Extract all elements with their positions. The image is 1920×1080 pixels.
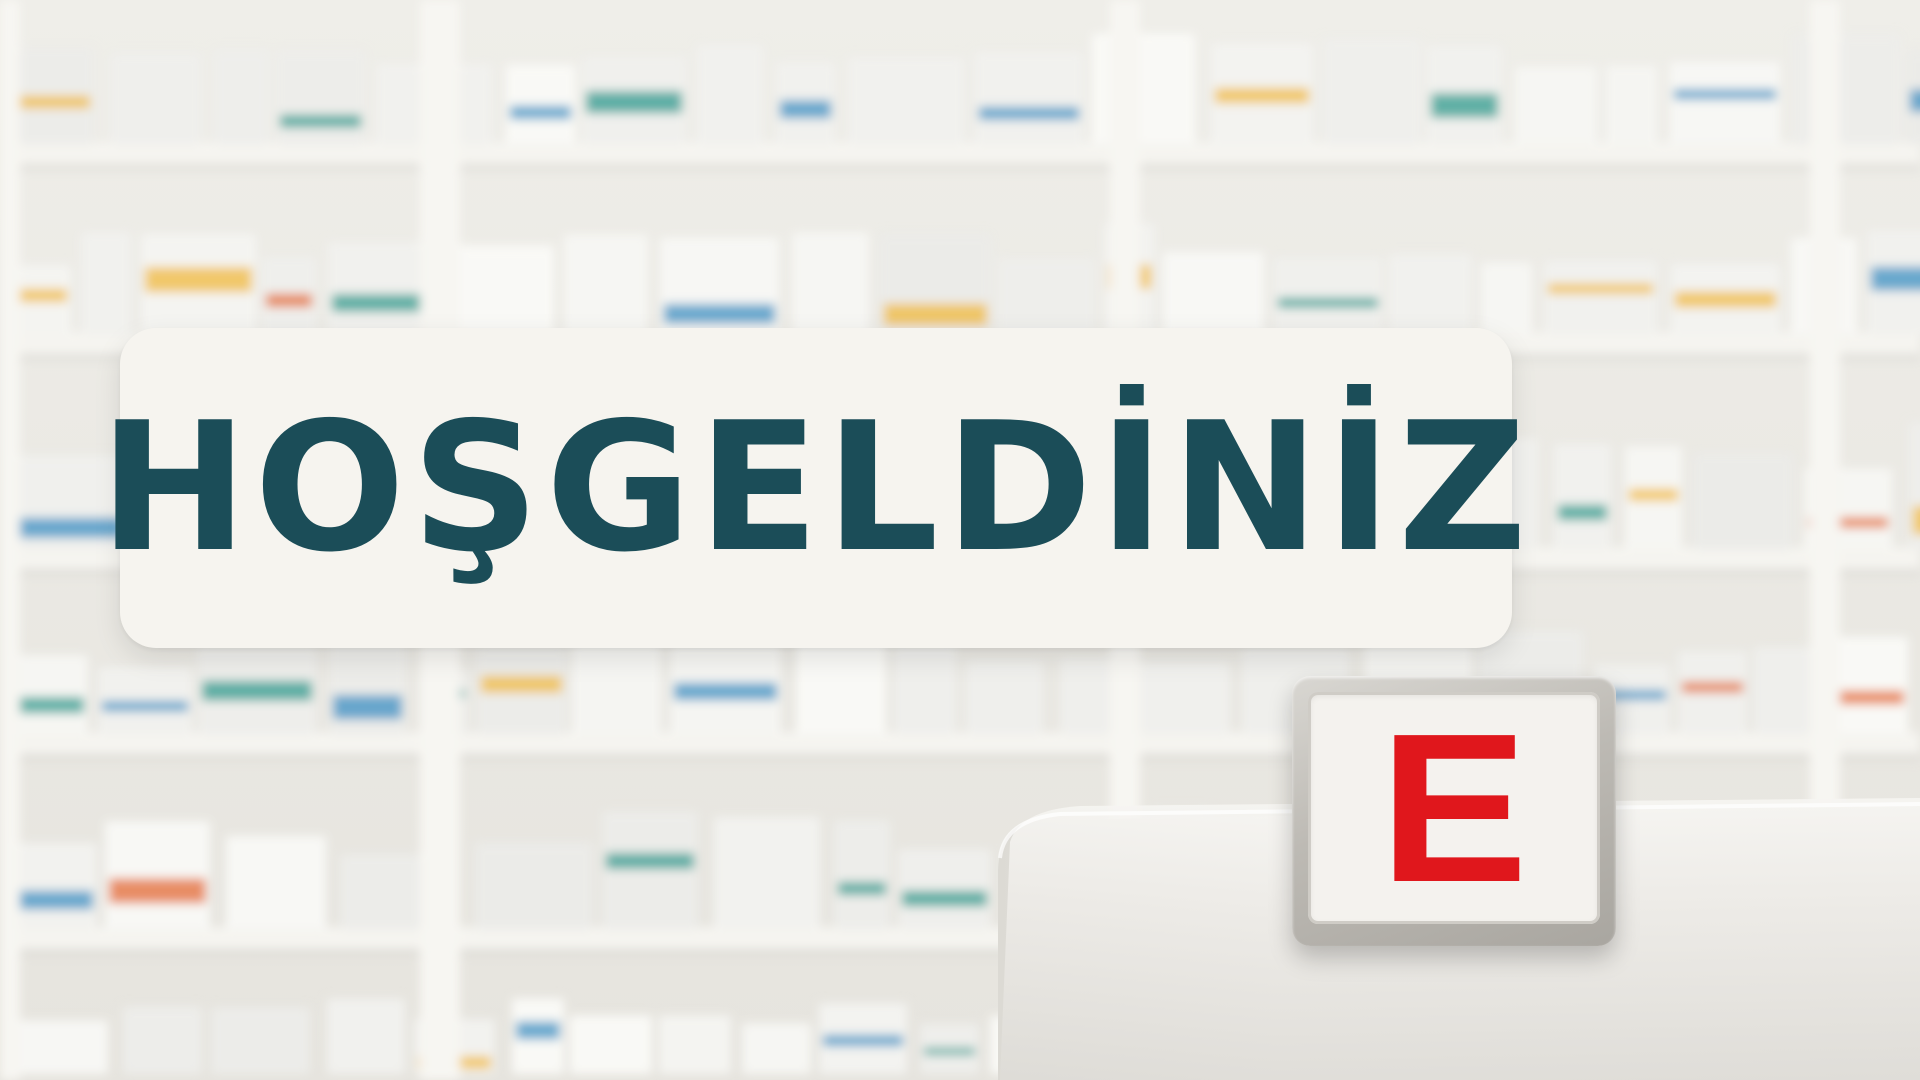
- product-label: [1431, 93, 1498, 118]
- product-box: [1274, 257, 1382, 334]
- product-box: [1693, 453, 1793, 549]
- product-box: [329, 637, 406, 734]
- product-box: [697, 45, 763, 144]
- product-label: [1278, 298, 1378, 308]
- shelf-upright: [0, 0, 20, 1080]
- product-label: [674, 683, 777, 701]
- product-box: [570, 1015, 652, 1074]
- product-box: [1515, 67, 1597, 144]
- product-label: [1629, 489, 1678, 501]
- product-box: [1481, 263, 1532, 334]
- product-label: [14, 96, 90, 109]
- product-box: [659, 1015, 731, 1074]
- product-label: [516, 1021, 560, 1039]
- product-label: [109, 878, 206, 903]
- product-label: [823, 1035, 903, 1046]
- product-label: [924, 1048, 975, 1055]
- product-box: [110, 54, 201, 144]
- product-box: [457, 245, 554, 334]
- product-box: [10, 843, 97, 929]
- welcome-banner: [99, 328, 1533, 648]
- product-box: [975, 52, 1083, 144]
- product-label: [902, 891, 987, 907]
- product-label: [1910, 89, 1920, 111]
- product-label: [780, 100, 831, 118]
- product-label: [1682, 682, 1743, 693]
- product-box: [1792, 34, 1900, 144]
- product-label: [1215, 88, 1309, 103]
- product-box: [214, 50, 269, 144]
- shelf-board: [0, 142, 1920, 164]
- product-label: [1674, 89, 1776, 99]
- product-box: [848, 58, 964, 144]
- shelf-board: [0, 732, 1920, 754]
- product-label: [606, 853, 694, 869]
- product-box: [572, 642, 661, 734]
- product-label: [14, 891, 93, 910]
- product-box: [1060, 658, 1110, 734]
- product-label: [481, 676, 562, 693]
- product-label: [202, 681, 312, 701]
- product-box: [898, 849, 991, 929]
- product-box: [796, 640, 886, 734]
- product-label: [1675, 291, 1776, 307]
- product-box: [1389, 254, 1472, 334]
- pharmacy-sign-face: [1308, 689, 1600, 926]
- product-box: [98, 667, 192, 734]
- product-box: [1554, 444, 1611, 549]
- product-box: [714, 817, 820, 929]
- product-box: [10, 47, 94, 144]
- product-label: [14, 697, 84, 713]
- product-box: [81, 232, 131, 334]
- product-label: [266, 294, 312, 308]
- product-box: [1127, 662, 1230, 734]
- product-label: [14, 289, 67, 302]
- product-box: [1754, 647, 1810, 734]
- product-box: [602, 811, 698, 929]
- product-box: [1606, 65, 1657, 144]
- product-box: [327, 999, 405, 1074]
- product-box: [834, 820, 890, 929]
- product-label: [979, 107, 1079, 120]
- product-box: [211, 1008, 310, 1074]
- product-label: [1558, 505, 1607, 521]
- shelf-shadow: [0, 164, 1920, 170]
- shelf-shadow: [0, 754, 1920, 760]
- product-box: [1323, 39, 1421, 144]
- product-box: [792, 232, 869, 334]
- product-label: [1913, 506, 1920, 534]
- product-label: [586, 91, 682, 113]
- product-box: [475, 842, 593, 929]
- product-label: [1871, 267, 1920, 291]
- product-box: [966, 661, 1043, 734]
- welcome-text: HOŞGELDİNİZ: [99, 384, 1533, 591]
- pharmacy-e-letter: E: [1379, 689, 1529, 926]
- product-label: [333, 695, 402, 719]
- product-label: [838, 882, 886, 895]
- product-box: [1670, 62, 1780, 144]
- product-box: [10, 655, 88, 734]
- product-box: [998, 258, 1095, 334]
- product-label: [102, 701, 188, 711]
- product-label: [145, 267, 252, 292]
- product-box: [1092, 33, 1195, 144]
- product-box: [742, 1023, 811, 1074]
- pharmacy-sign: [1292, 676, 1616, 946]
- product-box: [894, 644, 956, 734]
- product-label: [664, 304, 775, 324]
- product-box: [506, 65, 575, 144]
- product-box: [226, 836, 326, 929]
- product-box: [1163, 252, 1264, 334]
- product-box: [105, 821, 210, 929]
- product-box: [123, 1007, 202, 1074]
- product-label: [280, 115, 361, 128]
- product-box: [276, 50, 365, 144]
- product-label: [884, 304, 987, 326]
- product-box: [564, 235, 648, 334]
- product-box: [1544, 261, 1657, 334]
- product-box: [10, 1020, 108, 1074]
- product-label: [1548, 284, 1653, 294]
- product-label: [510, 106, 571, 119]
